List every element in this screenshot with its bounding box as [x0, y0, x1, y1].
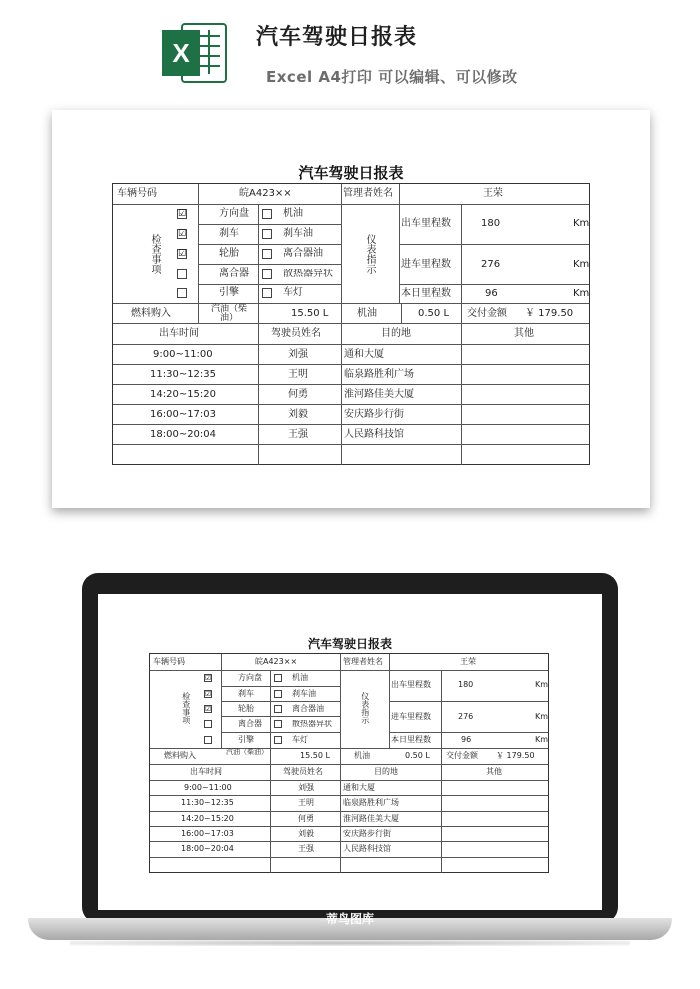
check-box-engine[interactable]	[177, 288, 187, 298]
meter-day-unit: Km	[535, 735, 549, 744]
log-header-time: 出车时间	[159, 328, 199, 339]
log-row-5-dest: 人民路科技馆	[343, 844, 391, 853]
check-label-engine: 引擎	[219, 287, 239, 298]
check-label-tire: 轮胎	[219, 248, 239, 259]
oil-amount: 0.50 L	[418, 308, 450, 319]
meter-in-value: 276	[458, 712, 474, 721]
check-box-steering[interactable]: ☑	[205, 674, 212, 682]
log-row-1-driver: 刘强	[288, 349, 308, 360]
oil-amount: 0.50 L	[405, 751, 430, 760]
check-label-brake: 刹车	[219, 228, 239, 239]
vehicle-no-label: 车辆号码	[153, 657, 185, 666]
log-row-3-time: 14:20~15:20	[181, 814, 234, 823]
log-row-3-driver: 何勇	[298, 814, 314, 823]
manager-value: 王荣	[483, 188, 503, 199]
check-label-brake-fluid: 刹车油	[292, 689, 316, 698]
log-row-4-dest: 安庆路步行街	[344, 409, 404, 420]
meter-out-label: 出车里程数	[391, 680, 431, 689]
log-row-1-dest: 通和大厦	[344, 349, 384, 360]
paid-label: 交付金额	[446, 751, 478, 760]
excel-icon	[160, 22, 228, 84]
log-header-driver: 驾驶员姓名	[283, 767, 323, 776]
daily-report-table	[112, 183, 590, 465]
check-box-tire[interactable]: ☑	[178, 249, 187, 259]
manager-label: 管理者姓名	[343, 657, 383, 666]
meter-out-value: 180	[481, 218, 501, 229]
log-header-time: 出车时间	[190, 767, 222, 776]
gas-label: 汽油（柴油）	[226, 748, 268, 756]
meter-label: 仪表指示	[360, 692, 370, 724]
check-label-brake: 刹车	[238, 689, 254, 698]
meter-day-value: 96	[485, 288, 498, 299]
check-label-engine: 引擎	[238, 735, 254, 744]
log-row-4-dest: 安庆路步行街	[343, 829, 391, 838]
oil-label: 机油	[357, 308, 377, 319]
check-label-oil: 机油	[292, 673, 308, 682]
laptop-shadow	[70, 940, 630, 946]
page-subtitle: Excel A4打印 可以编辑、可以修改	[266, 68, 518, 86]
check-label-clutch-fluid: 离合器油	[283, 248, 323, 259]
meter-day-label: 本日里程数	[401, 288, 451, 299]
check-label-oil: 机油	[283, 208, 303, 219]
check-label-brake-fluid: 刹车油	[283, 228, 313, 239]
log-header-other: 其他	[514, 328, 534, 339]
log-header-driver: 驾驶员姓名	[271, 328, 321, 339]
check-box-brake[interactable]: ☑	[205, 690, 212, 698]
check-box-steering[interactable]: ☑	[178, 209, 187, 219]
log-row-2-dest: 临泉路胜利广场	[344, 369, 414, 380]
check-box-oil[interactable]	[262, 209, 272, 219]
meter-out-value: 180	[458, 680, 474, 689]
log-row-3-time: 14:20~15:20	[150, 389, 217, 400]
page-header	[0, 0, 700, 100]
log-row-1-time: 9:00~11:00	[153, 349, 213, 360]
check-box-lights[interactable]	[274, 736, 282, 744]
log-row-4-time: 16:00~17:03	[150, 409, 217, 420]
check-label-clutch-fluid: 离合器油	[292, 704, 324, 713]
meter-out-label: 出车里程数	[401, 218, 451, 229]
meter-out-unit: Km	[535, 680, 549, 689]
check-label-radiator: 散热器异状	[283, 269, 333, 279]
log-row-2-driver: 王明	[288, 369, 308, 380]
log-row-4-driver: 刘毅	[298, 829, 314, 838]
check-label-tire: 轮胎	[238, 704, 254, 713]
log-row-2-time: 11:30~12:35	[181, 798, 234, 807]
check-box-brake[interactable]: ☑	[178, 229, 187, 239]
vehicle-no-label: 车辆号码	[117, 188, 157, 199]
inspection-label: 检查事项	[149, 234, 160, 274]
gas-amount: 15.50 L	[300, 751, 330, 760]
brand-watermark: 蒂鸟图库	[325, 912, 374, 926]
log-row-1-dest: 通和大厦	[343, 783, 375, 792]
log-row-5-dest: 人民路科技馆	[344, 429, 404, 440]
log-header-other: 其他	[486, 767, 502, 776]
manager-value: 王荣	[460, 657, 476, 666]
gas-label: 汽油（柴油）	[210, 304, 247, 324]
meter-out-unit: Km	[573, 218, 590, 229]
meter-in-value: 276	[481, 259, 501, 270]
meter-in-label: 进车里程数	[401, 259, 451, 270]
meter-in-unit: Km	[573, 259, 590, 270]
vehicle-no-value: 皖A423××	[239, 188, 292, 199]
meter-day-label: 本日里程数	[391, 735, 431, 744]
log-row-4-driver: 刘毅	[288, 409, 308, 420]
check-box-brake-fluid[interactable]	[274, 690, 282, 698]
check-box-clutch-fluid[interactable]	[262, 249, 272, 259]
paid-label: 交付金额	[467, 308, 507, 319]
log-row-5-time: 18:00~20:04	[181, 844, 234, 853]
log-row-3-dest: 淮河路佳美大厦	[343, 814, 399, 823]
meter-in-unit: Km	[535, 712, 549, 721]
check-label-radiator: 散热器异状	[292, 720, 332, 728]
check-box-clutch-fluid[interactable]	[274, 705, 282, 713]
check-box-radiator[interactable]	[274, 720, 282, 728]
log-header-dest: 目的地	[374, 767, 398, 776]
check-label-steering: 方向盘	[238, 673, 262, 682]
manager-label: 管理者姓名	[343, 188, 393, 199]
log-row-3-dest: 淮河路佳美大厦	[344, 389, 414, 400]
check-box-clutch[interactable]	[177, 269, 187, 279]
check-label-clutch: 离合器	[238, 719, 262, 728]
meter-day-unit: Km	[573, 288, 590, 299]
log-header-dest: 目的地	[381, 328, 411, 339]
log-row-4-time: 16:00~17:03	[181, 829, 234, 838]
paid-amount: ￥ 179.50	[525, 308, 574, 319]
svg-text:X: X	[172, 38, 190, 68]
log-row-5-time: 18:00~20:04	[150, 429, 217, 440]
daily-report-table-laptop	[149, 653, 549, 873]
sheet-title: 汽车驾驶日报表	[298, 164, 404, 182]
meter-in-label: 进车里程数	[391, 712, 431, 721]
check-box-tire[interactable]: ☑	[205, 705, 212, 713]
inspection-label: 检查事项	[181, 692, 191, 724]
log-row-2-time: 11:30~12:35	[150, 369, 217, 380]
log-row-5-driver: 王强	[288, 429, 308, 440]
log-row-1-time: 9:00~11:00	[184, 783, 232, 792]
oil-label: 机油	[354, 751, 370, 760]
check-box-engine[interactable]	[204, 736, 212, 744]
vehicle-no-value: 皖A423××	[255, 657, 298, 666]
log-row-2-driver: 王明	[298, 798, 314, 807]
log-row-1-driver: 刘强	[298, 783, 314, 792]
check-box-clutch[interactable]	[204, 720, 212, 728]
page-title: 汽车驾驶日报表	[256, 25, 418, 50]
log-row-3-driver: 何勇	[288, 389, 308, 400]
check-box-brake-fluid[interactable]	[262, 229, 272, 239]
check-label-clutch: 离合器	[219, 268, 249, 279]
check-label-lights: 车灯	[292, 735, 308, 744]
check-box-lights[interactable]	[262, 288, 272, 298]
meter-label: 仪表指示	[364, 234, 375, 274]
gas-amount: 15.50 L	[291, 308, 329, 319]
check-label-lights: 车灯	[283, 287, 303, 298]
check-box-oil[interactable]	[274, 674, 282, 682]
check-label-steering: 方向盘	[219, 208, 249, 219]
sheet-title-laptop: 汽车驾驶日报表	[307, 637, 392, 651]
paid-amount: ￥ 179.50	[496, 751, 535, 760]
check-box-radiator[interactable]	[262, 269, 272, 279]
log-row-5-driver: 王强	[298, 844, 314, 853]
meter-day-value: 96	[461, 735, 472, 744]
fuel-label: 燃料购入	[131, 308, 171, 319]
fuel-label: 燃料购入	[164, 751, 196, 760]
log-row-2-dest: 临泉路胜利广场	[343, 798, 399, 807]
